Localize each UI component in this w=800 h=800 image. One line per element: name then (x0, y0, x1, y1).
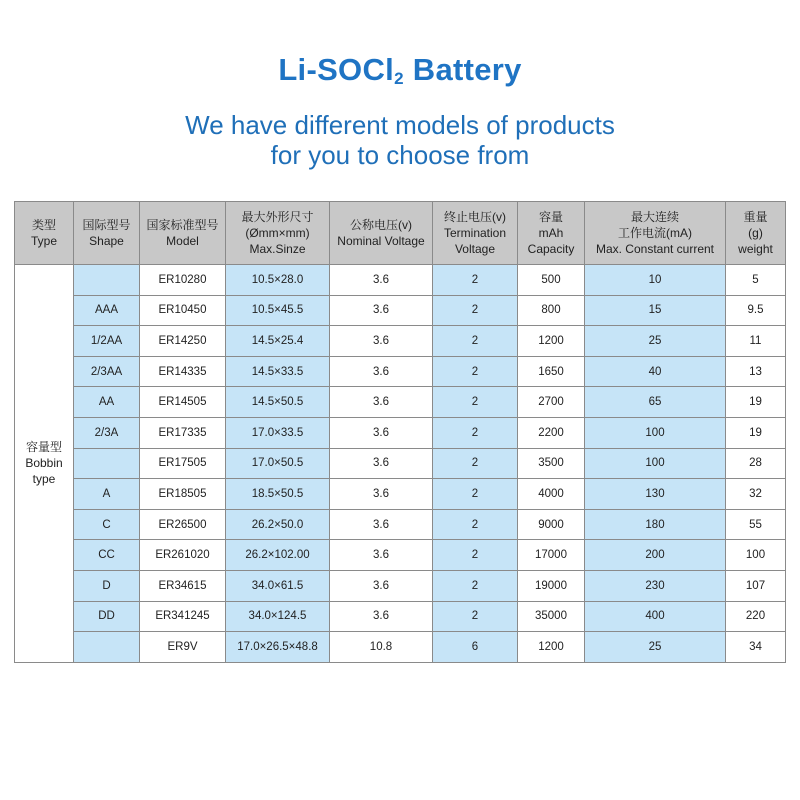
cell-size: 18.5×50.5 (226, 479, 330, 510)
page-title (0, 52, 800, 89)
cell-termination-voltage: 2 (433, 356, 518, 387)
cell-model: ER261020 (140, 540, 226, 571)
subtitle-line-2: for you to choose from (270, 140, 530, 170)
cell-shape: AA (74, 387, 140, 418)
cell-shape (74, 448, 140, 479)
cell-model: ER17335 (140, 417, 226, 448)
table-row (15, 265, 786, 296)
cell-weight: 107 (726, 570, 786, 601)
table-row (15, 632, 786, 663)
cell-type-bobbin: 容量型 Bobbin type (15, 265, 74, 663)
page-subtitle (0, 110, 800, 170)
cell-shape: C (74, 509, 140, 540)
cell-max-current: 40 (585, 356, 726, 387)
cell-shape: D (74, 570, 140, 601)
cell-shape: 2/3A (74, 417, 140, 448)
cell-max-current: 200 (585, 540, 726, 571)
cell-model: ER10280 (140, 265, 226, 296)
cell-capacity: 35000 (518, 601, 585, 632)
cell-nominal-voltage: 3.6 (330, 326, 433, 357)
table-row (15, 601, 786, 632)
cell-weight: 5 (726, 265, 786, 296)
cell-model: ER14335 (140, 356, 226, 387)
cell-weight: 19 (726, 417, 786, 448)
cell-max-current: 65 (585, 387, 726, 418)
cell-termination-voltage: 2 (433, 417, 518, 448)
cell-weight: 19 (726, 387, 786, 418)
cell-capacity: 3500 (518, 448, 585, 479)
cell-termination-voltage: 2 (433, 540, 518, 571)
table-row (15, 417, 786, 448)
cell-max-current: 10 (585, 265, 726, 296)
cell-nominal-voltage: 3.6 (330, 417, 433, 448)
cell-nominal-voltage: 3.6 (330, 448, 433, 479)
cell-termination-voltage: 2 (433, 479, 518, 510)
header-termination-voltage: 终止电压(v) Termination Voltage (433, 202, 518, 265)
cell-shape: AAA (74, 295, 140, 326)
cell-capacity: 2700 (518, 387, 585, 418)
cell-weight: 32 (726, 479, 786, 510)
cell-max-current: 230 (585, 570, 726, 601)
table-row (15, 509, 786, 540)
header-size: 最大外形尺寸 (Ømm×mm) Max.Sinze (226, 202, 330, 265)
cell-weight: 13 (726, 356, 786, 387)
header-max-current: 最大连续 工作电流(mA) Max. Constant current (585, 202, 726, 265)
cell-max-current: 15 (585, 295, 726, 326)
cell-termination-voltage: 2 (433, 265, 518, 296)
cell-weight: 34 (726, 632, 786, 663)
table-row (15, 356, 786, 387)
cell-shape (74, 632, 140, 663)
cell-max-current: 180 (585, 509, 726, 540)
header-model: 国家标准型号 Model (140, 202, 226, 265)
cell-termination-voltage: 2 (433, 570, 518, 601)
cell-weight: 28 (726, 448, 786, 479)
cell-shape: 1/2AA (74, 326, 140, 357)
cell-size: 17.0×33.5 (226, 417, 330, 448)
cell-nominal-voltage: 3.6 (330, 570, 433, 601)
cell-size: 14.5×50.5 (226, 387, 330, 418)
cell-max-current: 100 (585, 417, 726, 448)
cell-capacity: 4000 (518, 479, 585, 510)
cell-nominal-voltage: 3.6 (330, 265, 433, 296)
cell-capacity: 9000 (518, 509, 585, 540)
table-row (15, 479, 786, 510)
cell-model: ER10450 (140, 295, 226, 326)
cell-shape: 2/3AA (74, 356, 140, 387)
cell-size: 10.5×28.0 (226, 265, 330, 296)
title-suffix: Battery (403, 52, 522, 87)
cell-termination-voltage: 2 (433, 326, 518, 357)
cell-size: 26.2×50.0 (226, 509, 330, 540)
header-shape: 国际型号 Shape (74, 202, 140, 265)
header-capacity: 容量 mAh Capacity (518, 202, 585, 265)
cell-shape: A (74, 479, 140, 510)
header-weight: 重量 (g) weight (726, 202, 786, 265)
cell-nominal-voltage: 3.6 (330, 509, 433, 540)
cell-model: ER26500 (140, 509, 226, 540)
header-nominal-voltage: 公称电压(v) Nominal Voltage (330, 202, 433, 265)
cell-max-current: 25 (585, 632, 726, 663)
table-row (15, 570, 786, 601)
cell-shape (74, 265, 140, 296)
cell-shape: DD (74, 601, 140, 632)
cell-max-current: 130 (585, 479, 726, 510)
cell-termination-voltage: 2 (433, 509, 518, 540)
cell-max-current: 100 (585, 448, 726, 479)
cell-capacity: 2200 (518, 417, 585, 448)
table-row (15, 448, 786, 479)
title-main: Li-SOCl (278, 52, 395, 87)
cell-size: 14.5×33.5 (226, 356, 330, 387)
cell-size: 34.0×124.5 (226, 601, 330, 632)
table-row (15, 540, 786, 571)
cell-model: ER341245 (140, 601, 226, 632)
cell-weight: 55 (726, 509, 786, 540)
table-row (15, 326, 786, 357)
cell-termination-voltage: 6 (433, 632, 518, 663)
cell-size: 10.5×45.5 (226, 295, 330, 326)
cell-capacity: 800 (518, 295, 585, 326)
cell-size: 34.0×61.5 (226, 570, 330, 601)
cell-capacity: 1200 (518, 632, 585, 663)
table-row (15, 295, 786, 326)
cell-model: ER17505 (140, 448, 226, 479)
cell-size: 14.5×25.4 (226, 326, 330, 357)
cell-weight: 100 (726, 540, 786, 571)
cell-capacity: 1650 (518, 356, 585, 387)
cell-size: 26.2×102.00 (226, 540, 330, 571)
cell-weight: 9.5 (726, 295, 786, 326)
cell-capacity: 1200 (518, 326, 585, 357)
cell-nominal-voltage: 3.6 (330, 601, 433, 632)
cell-max-current: 25 (585, 326, 726, 357)
cell-nominal-voltage: 3.6 (330, 540, 433, 571)
cell-size: 17.0×50.5 (226, 448, 330, 479)
title-subscript: 2 (394, 69, 404, 88)
cell-nominal-voltage: 3.6 (330, 479, 433, 510)
cell-nominal-voltage: 10.8 (330, 632, 433, 663)
cell-capacity: 17000 (518, 540, 585, 571)
cell-capacity: 500 (518, 265, 585, 296)
cell-termination-voltage: 2 (433, 387, 518, 418)
cell-capacity: 19000 (518, 570, 585, 601)
cell-model: ER14250 (140, 326, 226, 357)
table-row (15, 387, 786, 418)
cell-nominal-voltage: 3.6 (330, 295, 433, 326)
battery-spec-table (14, 201, 786, 663)
cell-termination-voltage: 2 (433, 601, 518, 632)
cell-termination-voltage: 2 (433, 295, 518, 326)
cell-model: ER18505 (140, 479, 226, 510)
cell-model: ER14505 (140, 387, 226, 418)
cell-termination-voltage: 2 (433, 448, 518, 479)
cell-max-current: 400 (585, 601, 726, 632)
subtitle-line-1: We have different models of products (185, 110, 615, 140)
cell-nominal-voltage: 3.6 (330, 387, 433, 418)
cell-model: ER9V (140, 632, 226, 663)
cell-weight: 220 (726, 601, 786, 632)
cell-model: ER34615 (140, 570, 226, 601)
cell-shape: CC (74, 540, 140, 571)
cell-weight: 11 (726, 326, 786, 357)
cell-nominal-voltage: 3.6 (330, 356, 433, 387)
table-header-row (15, 202, 786, 265)
cell-size: 17.0×26.5×48.8 (226, 632, 330, 663)
header-type: 类型 Type (15, 202, 74, 265)
